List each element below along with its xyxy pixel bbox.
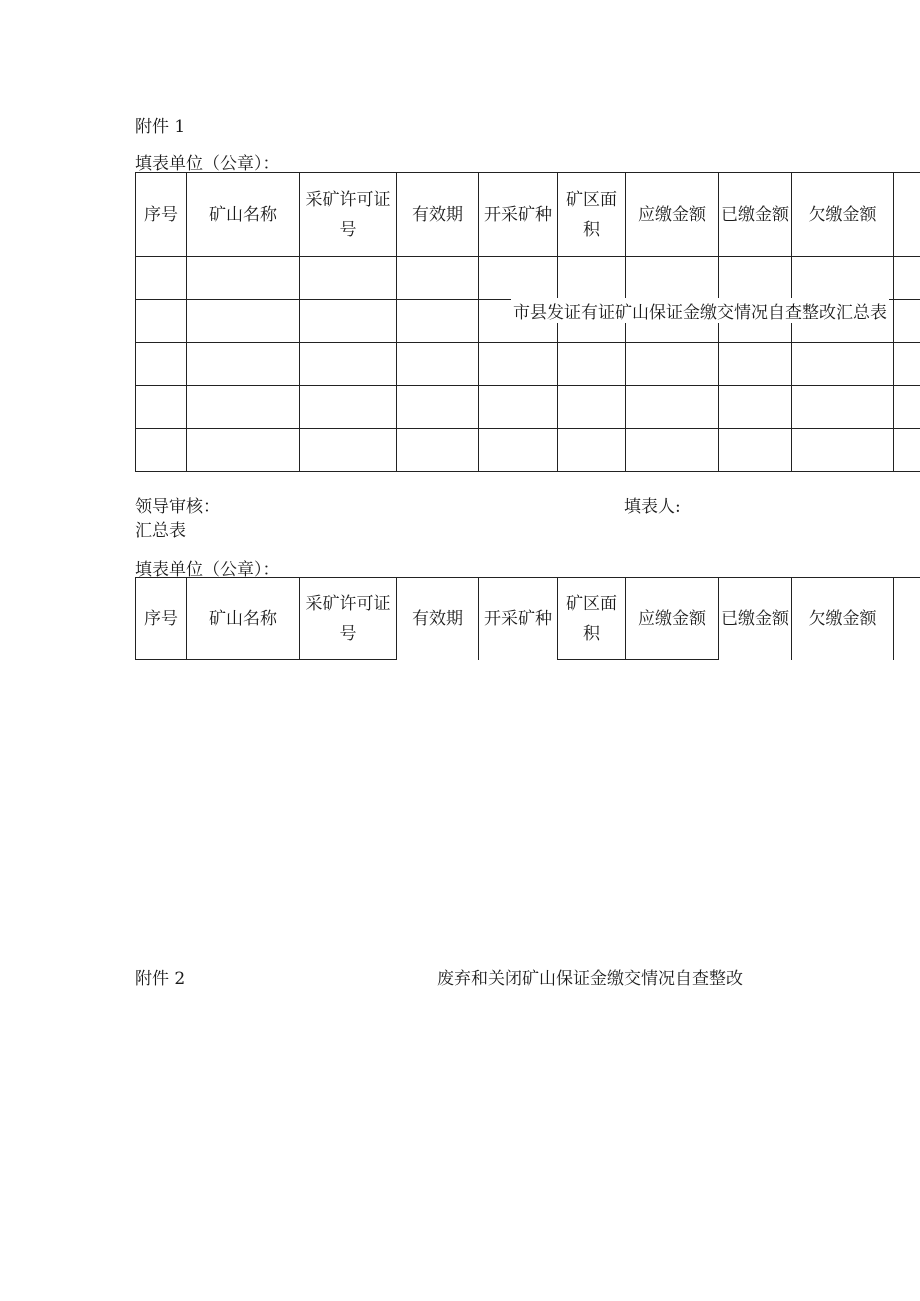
- table-cell: [136, 300, 187, 343]
- table-cell: [719, 429, 792, 472]
- table-cell: [719, 386, 792, 429]
- table-cell: [558, 257, 626, 300]
- header-cell: 采矿许可证号: [300, 173, 397, 257]
- table-cell: [479, 343, 558, 386]
- table-cell: [558, 343, 626, 386]
- table-cell: [894, 257, 920, 300]
- header-cell: 应缴金额: [626, 173, 719, 257]
- attachment-2-label: 附件 2: [135, 969, 186, 989]
- header-cell: 欠缴金额: [792, 173, 894, 257]
- table-cell: [300, 386, 397, 429]
- header-cell: 序号: [136, 578, 187, 660]
- header-cell: 矿山名称: [187, 173, 300, 257]
- table-cell: [626, 429, 719, 472]
- summary-table: [135, 577, 920, 660]
- table-cell: [187, 257, 300, 300]
- table-cell: [397, 386, 479, 429]
- fill-unit-label-2: 填表单位（公章）：: [135, 560, 280, 580]
- table-cell: [792, 429, 894, 472]
- table-cell: [397, 429, 479, 472]
- table-cell: [187, 429, 300, 472]
- table-cell: [397, 343, 479, 386]
- header-cell: 矿山名称: [187, 578, 300, 660]
- header-cell: 有效期: [397, 578, 479, 660]
- attachment-2-title: 废弃和关闭矿山保证金缴交情况自查整改: [437, 969, 743, 989]
- table-cell: [136, 429, 187, 472]
- table-cell: [187, 300, 300, 343]
- header-cell: 采矿许可证号: [300, 578, 397, 660]
- table-row: [136, 429, 920, 472]
- table-cell: [626, 343, 719, 386]
- table-cell: [300, 343, 397, 386]
- table-cell: [397, 300, 479, 343]
- header-cell: 矿区面积: [558, 578, 626, 660]
- fill-unit-label: 填表单位（公章）：: [135, 154, 280, 174]
- header-cell: 矿区面积: [558, 173, 626, 257]
- table-cell: [397, 257, 479, 300]
- summary-label: 汇总表: [135, 521, 186, 541]
- table-cell: [558, 429, 626, 472]
- table-cell: [626, 386, 719, 429]
- header-cell: 有效期: [397, 173, 479, 257]
- table-cell: [719, 343, 792, 386]
- table-cell: [136, 386, 187, 429]
- table-header-row: [136, 578, 920, 660]
- table-cell: [187, 386, 300, 429]
- header-cell: 开采矿种: [479, 578, 558, 660]
- header-cell: [894, 173, 920, 257]
- attachment-1-label: 附件 1: [135, 117, 186, 137]
- table-cell: [894, 429, 920, 472]
- table-cell: [719, 257, 792, 300]
- table-cell: [300, 300, 397, 343]
- table-cell: [894, 343, 920, 386]
- table-cell: [300, 429, 397, 472]
- header-cell: 序号: [136, 173, 187, 257]
- header-cell: 应缴金额: [626, 578, 719, 660]
- table-cell: [792, 386, 894, 429]
- header-cell: 已缴金额: [719, 173, 792, 257]
- table-row: [136, 386, 920, 429]
- table-cell: [626, 257, 719, 300]
- table-header-row: [136, 173, 920, 257]
- header-cell: 开采矿种: [479, 173, 558, 257]
- table-cell: [894, 300, 920, 343]
- table-cell: [479, 386, 558, 429]
- header-cell: 已缴金额: [719, 578, 792, 660]
- table-cell: [894, 386, 920, 429]
- table-cell: [479, 429, 558, 472]
- header-cell: [894, 578, 920, 660]
- table-cell: [792, 257, 894, 300]
- filler-label: 填表人:: [624, 497, 681, 517]
- table-cell: [136, 257, 187, 300]
- table-row: [136, 343, 920, 386]
- table-cell: [792, 343, 894, 386]
- table-cell: [136, 343, 187, 386]
- leader-review-label: 领导审核：: [135, 497, 220, 517]
- table-cell: [187, 343, 300, 386]
- table-row: [136, 257, 920, 300]
- header-cell: 欠缴金额: [792, 578, 894, 660]
- table-cell: [300, 257, 397, 300]
- overlay-title: 市县发证有证矿山保证金缴交情况自查整改汇总表: [511, 298, 889, 323]
- table-cell: [558, 386, 626, 429]
- table-cell: [479, 257, 558, 300]
